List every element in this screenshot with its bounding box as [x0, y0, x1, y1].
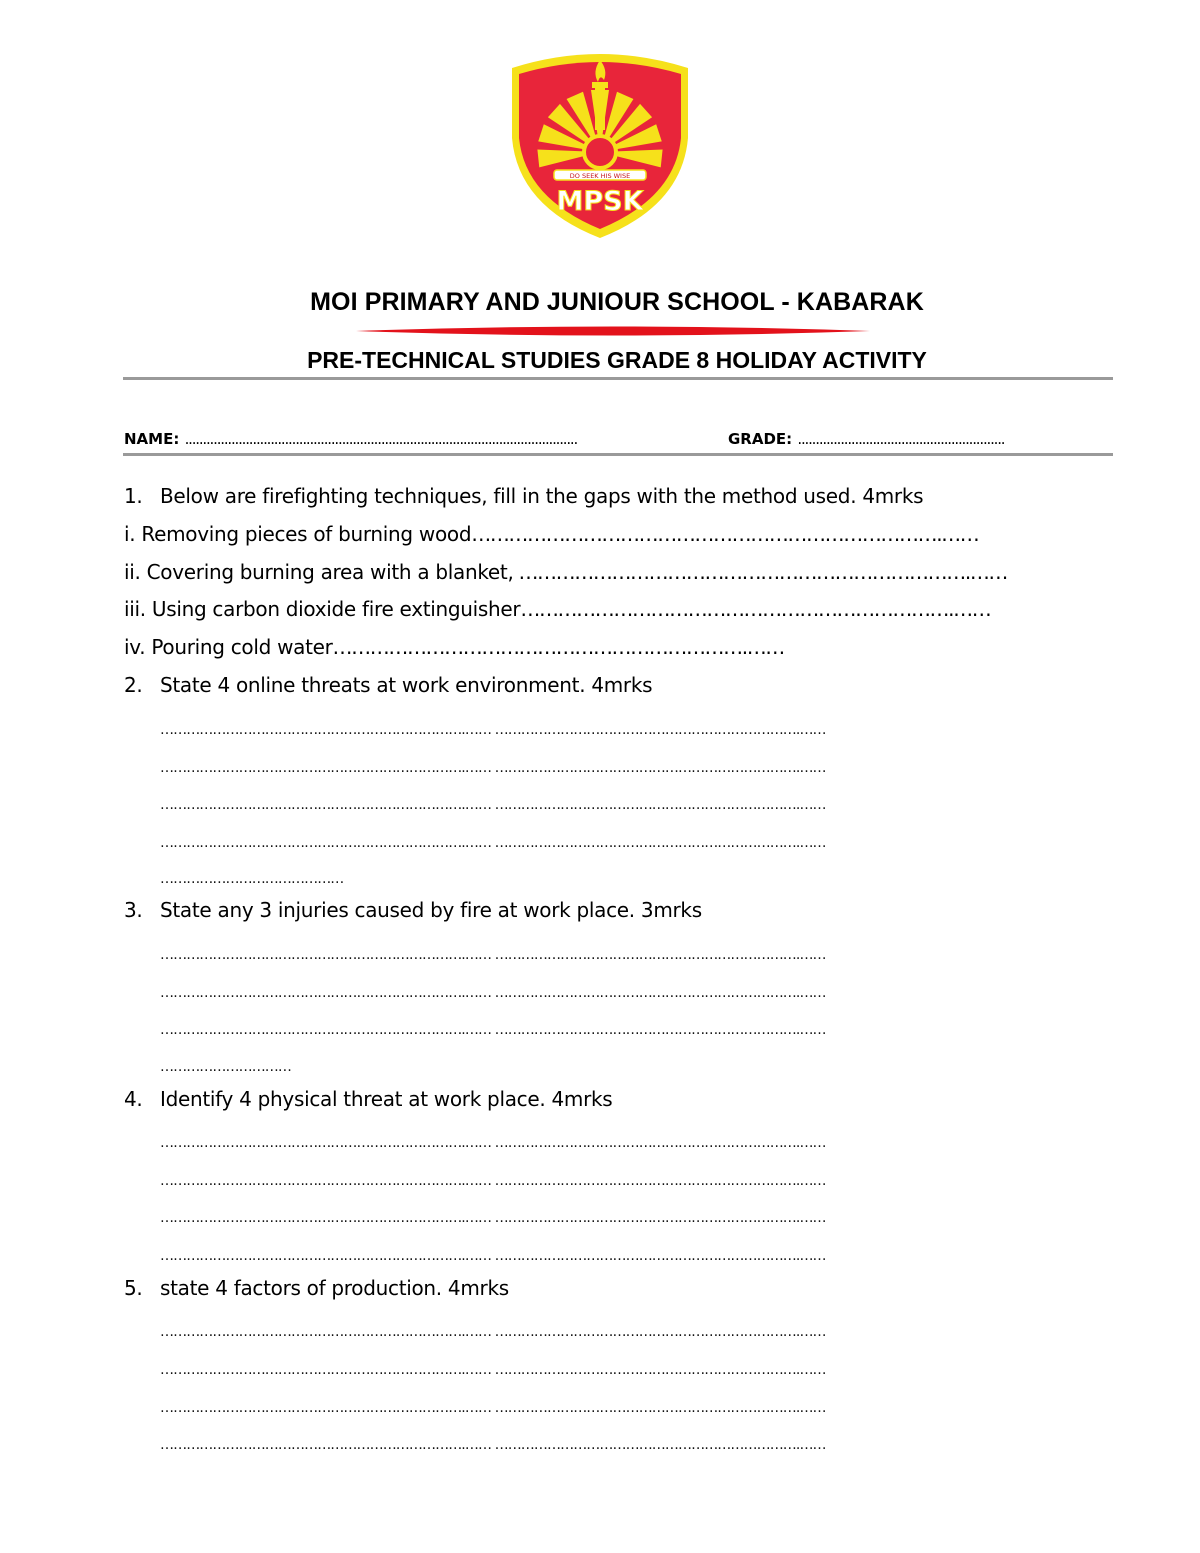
question-text: State any 3 injuries caused by fire at work place. 3mrks: [160, 898, 702, 922]
question-1-item-iii: [124, 597, 990, 621]
answer-line[interactable]: …………………………………………………………….…… …………………………………………………………….……: [160, 1400, 826, 1416]
item-label: ii. Covering burning area with a blanket,: [124, 560, 514, 584]
header-divider: [123, 377, 1113, 380]
answer-line[interactable]: …………………………………………………………….…… …………………………………………………………….……: [160, 1173, 826, 1189]
red-decorative-rule: [356, 324, 870, 338]
school-logo: [510, 52, 690, 238]
question-1-item-i: [124, 522, 978, 546]
item-label: iv. Pouring cold water: [124, 635, 333, 659]
question-1: [124, 484, 923, 508]
item-label: iii. Using carbon dioxide fire extinguisher: [124, 597, 521, 621]
answer-line[interactable]: …………………………………………………………….…… …………………………………………………………….……: [160, 1248, 826, 1264]
answer-line[interactable]: …………………………: [160, 1059, 292, 1075]
answer-line[interactable]: …………………………………………………………….…… …………………………………………………………….……: [160, 1135, 826, 1151]
school-name: MOI PRIMARY AND JUNIOUR SCHOOL - KABARAK: [310, 288, 924, 316]
question-number: 1.: [124, 484, 143, 508]
grade-field[interactable]: ..........................................................: [797, 430, 1005, 448]
answer-line[interactable]: …………………………………………………………….…… …………………………………………………………….……: [160, 835, 826, 851]
question-number: 5.: [124, 1276, 143, 1300]
answer-line[interactable]: …………………………………………………………….…… …………………………………………………………….……: [160, 1210, 826, 1226]
question-text: State 4 online threats at work environment. 4mrks: [160, 673, 653, 697]
answer-blank[interactable]: …………………………………………………………….……: [520, 597, 991, 621]
subject-title: PRE-TECHNICAL STUDIES GRADE 8 HOLIDAY ACTIVITY: [307, 347, 927, 373]
answer-line[interactable]: …………………………………………………………….…… …………………………………………………………….……: [160, 985, 826, 1001]
student-info-divider: [123, 453, 1113, 456]
answer-line[interactable]: …………………………………………………………….…… …………………………………………………………….……: [160, 797, 826, 813]
question-number: 2.: [124, 673, 143, 697]
logo-text: MPSK: [556, 186, 644, 217]
answer-line[interactable]: …………………………………………………………….…… …………………………………………………………….……: [160, 722, 826, 738]
question-2: [124, 673, 652, 697]
answer-blank[interactable]: ………………………………………………………………….……: [471, 522, 979, 546]
question-1-item-iv: [124, 635, 784, 659]
student-info-row: [124, 430, 1114, 448]
answer-line[interactable]: …………………………………………………………….…… …………………………………………………………….……: [160, 947, 826, 963]
question-number: 3.: [124, 898, 143, 922]
motto-text: DO SEEK HIS WISE: [569, 172, 631, 180]
item-label: i. Removing pieces of burning wood: [124, 522, 472, 546]
question-5: [124, 1276, 509, 1300]
answer-line[interactable]: …………………………………………………………….…… …………………………………………………………….……: [160, 760, 826, 776]
answer-line[interactable]: ……………………………………: [160, 871, 344, 887]
question-1-item-ii: [124, 560, 1007, 584]
answer-line[interactable]: …………………………………………………………….…… …………………………………………………………….……: [160, 1324, 826, 1340]
question-text: Identify 4 physical threat at work place. 4mrks: [160, 1087, 613, 1111]
question-4: [124, 1087, 612, 1111]
question-number: 4.: [124, 1087, 143, 1111]
name-field[interactable]: ..............................................................................................................: [184, 430, 578, 448]
answer-line[interactable]: …………………………………………………………….…… …………………………………………………………….……: [160, 1437, 826, 1453]
name-label: NAME:: [124, 430, 180, 448]
answer-line[interactable]: …………………………………………………………….…… …………………………………………………………….……: [160, 1362, 826, 1378]
question-text: Below are firefighting techniques, fill in the gaps with the method used. 4mrks: [160, 484, 924, 508]
question-3: [124, 898, 702, 922]
answer-line[interactable]: …………………………………………………………….…… …………………………………………………………….……: [160, 1022, 826, 1038]
answer-blank[interactable]: ……………………………………………………………….……: [513, 560, 1008, 584]
question-text: state 4 factors of production. 4mrks: [160, 1276, 509, 1300]
grade-label: GRADE:: [728, 430, 793, 448]
answer-blank[interactable]: ………………………………………………………….……: [332, 635, 784, 659]
